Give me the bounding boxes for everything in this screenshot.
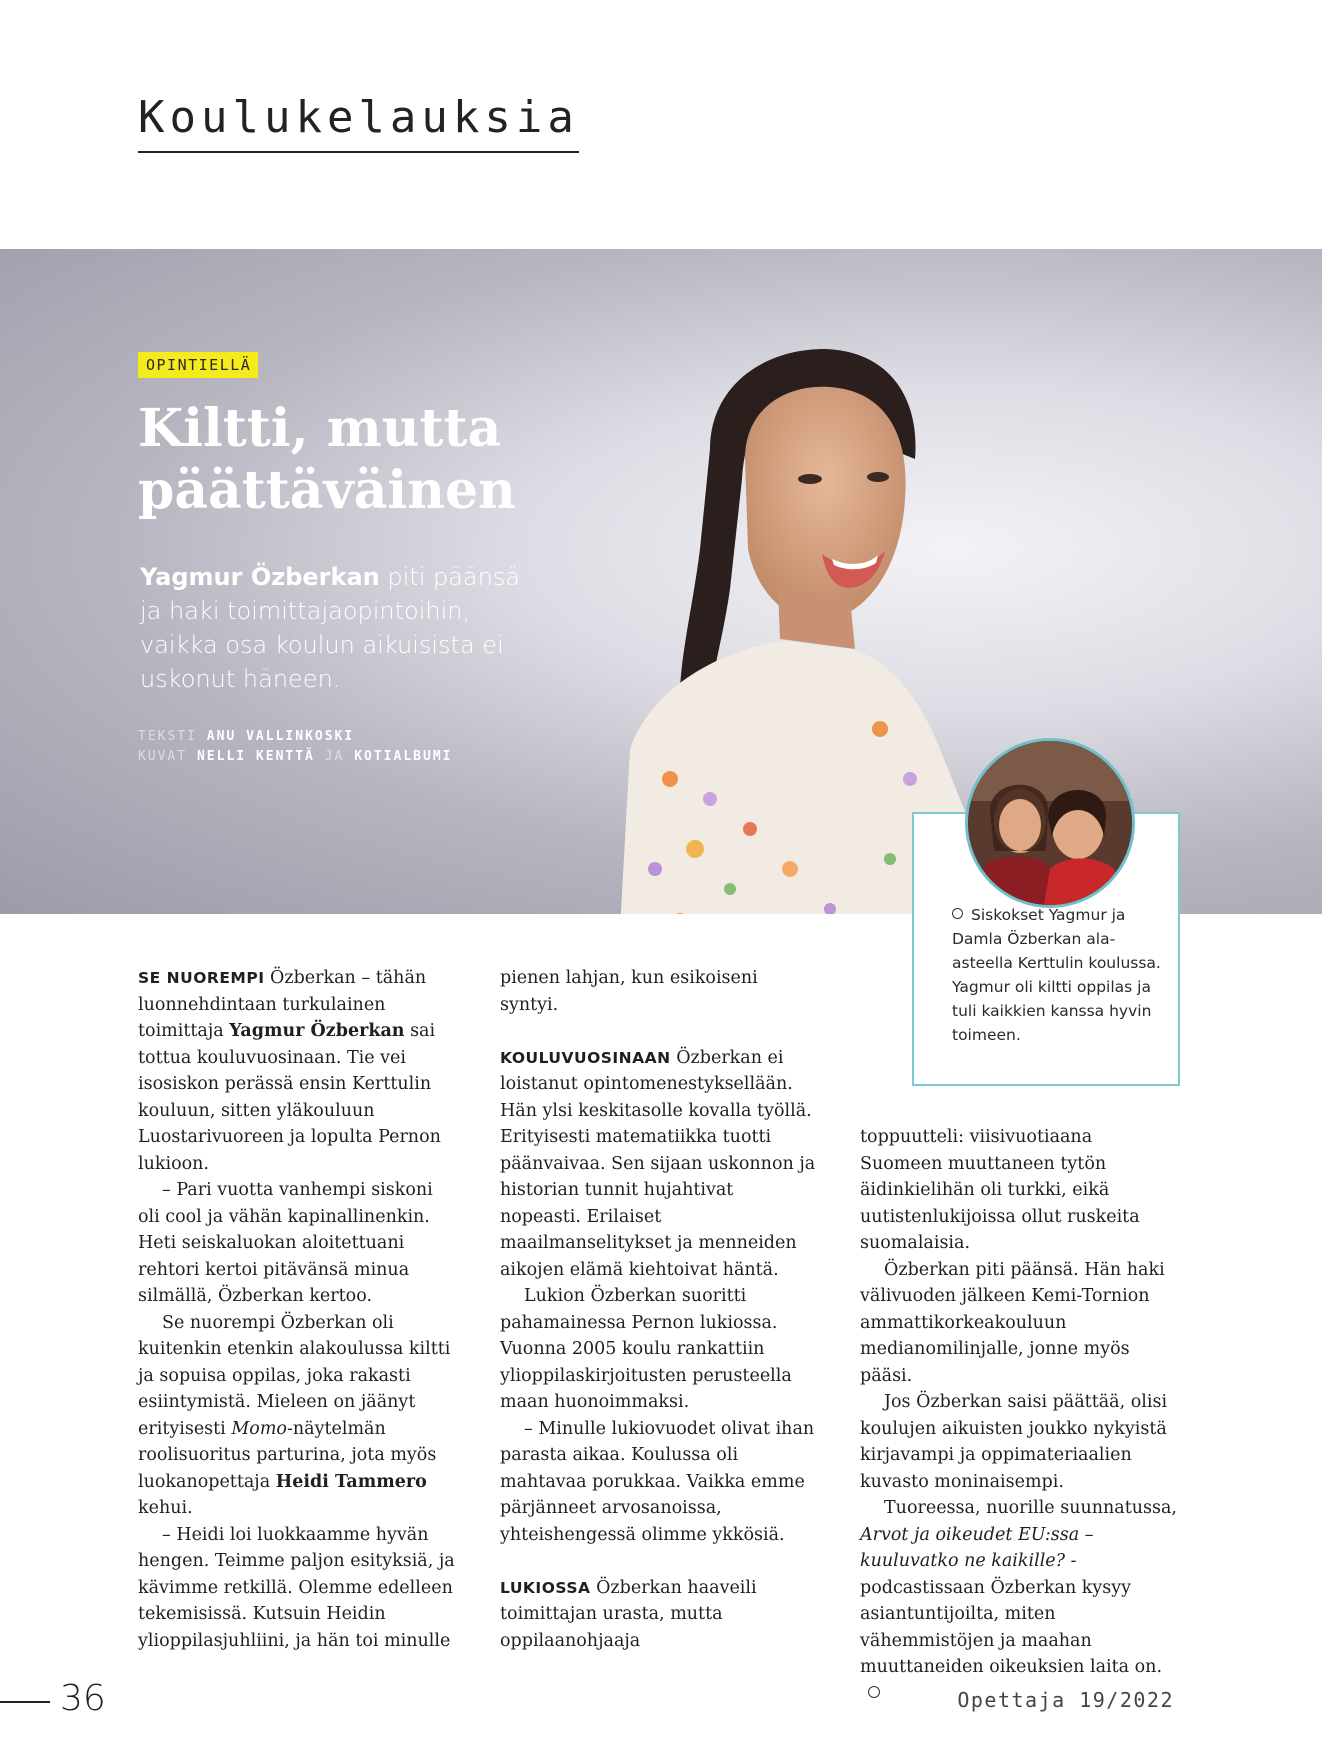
person-name: Heidi Tammero — [275, 1471, 427, 1492]
run-in-lead: KOULUVUOSINAAN — [500, 1048, 671, 1067]
page-number-rule — [0, 1701, 50, 1703]
paragraph: – Minulle lukiovuodet olivat ihan parasta aikaa. Koulussa oli mahtavaa porukkaa. Vaikka emme pärjänneet arvosanoissa, yhteishengessä olimme ykkösiä. — [500, 1418, 815, 1545]
section-title: Koulukelauksia — [138, 92, 579, 153]
paragraph: Lukion Özberkan suoritti pahamainessa Pernon lukiossa. Vuonna 2005 koulu rankattiin ylioppilaskirjoitusten perusteella maan huonoimmaksi. — [500, 1286, 792, 1412]
run-in-lead: LUKIOSSA — [500, 1578, 591, 1597]
article-headline — [138, 398, 558, 522]
end-mark-icon — [868, 1686, 880, 1698]
paragraph: Özberkan piti päänsä. Hän haki välivuoden jälkeen Kemi-Tornion ammattikorkeakouluun medianomilinjalle, jonne myös pääsi. — [860, 1259, 1165, 1386]
text-column-1 — [138, 965, 456, 1654]
run-in-lead: SE NUOREMPI — [138, 969, 265, 987]
category-badge: OPINTIELLÄ — [138, 352, 258, 378]
podcast-title: Arvot ja oikeudet EU:ssa – kuuluvatko ne kaikille? — [860, 1524, 1094, 1571]
paragraph: Se nuorempi Özberkan oli kuitenkin etenkin alakoulussa kiltti ja sopuisa oppilas, joka rakasti esiintymistä. Mieleen on jäänyt erityisesti Momo-näytelmän roolisuoritus parturina, jota myös luokanopettaja Heidi Tammero kehui. — [138, 1312, 451, 1518]
paragraph: SE NUOREMPI Özberkan – tähän luonnehdintaan turkulainen toimittaja Yagmur Özberkan sai tottua kouluvuosinaan. Tie vei isosiskon perässä ensin Kerttulin kouluun, sitten yläkouluun Luostarivuoreen ja lopulta Pernon lukioon. — [138, 968, 441, 1174]
caption-bullet-icon — [952, 908, 963, 919]
person-name: Yagmur Özberkan — [229, 1021, 405, 1041]
text-column-2 — [500, 965, 818, 1654]
inset-childhood-photo — [965, 738, 1135, 908]
lede-name: Yagmur Özberkan — [140, 563, 380, 591]
article-credits — [138, 727, 452, 767]
publication-footer: Opettaja 19/2022 — [957, 1688, 1174, 1712]
lede-text: piti päänsä ja haki toimittajaopintoihin, vaikka osa koulun aikuisista ei uskonut häneen. — [140, 563, 521, 693]
photo-caption — [952, 903, 1162, 1047]
play-title: Momo — [231, 1418, 287, 1439]
headline-line-2: päättäväinen — [138, 460, 516, 521]
credit-text: TEKSTI ANU VALLINKOSKI — [138, 729, 355, 744]
paragraph: – Pari vuotta vanhempi siskoni oli cool ja vähän kapinallinenkin. Heti seiskaluokan aloitettuani rehtori kertoi pitävänsä minua silmällä, Özberkan kertoo. — [138, 1180, 433, 1306]
headline-line-1: Kiltti, mutta — [138, 398, 502, 459]
paragraph: KOULUVUOSINAAN Özberkan ei loistanut opintomenestyksellään. Hän ylsi keskitasolle kovalla työllä. Erityisesti matematiikka tuotti päänvaivaa. Sen sijaan uskonnon ja historian tunnit hujahtivat nopeasti. Erilaiset maailmanselitykset ja menneiden aikojen elämä kiehtoivat häntä. — [500, 1047, 816, 1280]
paragraph: LUKIOSSA Özberkan haaveili toimittajan urasta, mutta oppilaanohjaaja — [500, 1577, 757, 1651]
paragraph: pienen lahjan, kun esikoiseni syntyi. — [500, 968, 758, 1015]
paragraph: Jos Özberkan saisi päättää, olisi koulujen aikuisten joukko nykyistä kirjavampi ja oppimateriaalien kuvasto moninaisempi. — [860, 1392, 1168, 1492]
paragraph: – Heidi loi luokkaamme hyvän hengen. Teimme paljon esityksiä, ja kävimme retkillä. Olemme edelleen tekemisissä. Kutsuin Heidin ylioppilasjuhliini, ja hän toi minulle — [138, 1524, 455, 1651]
credit-photos: KUVAT NELLI KENTTÄ JA KOTIALBUMI — [138, 749, 453, 764]
paragraph: Tuoreessa, nuorille suunnatussa, Arvot ja oikeudet EU:ssa – kuuluvatko ne kaikille? -podcastissaan Özberkan kysyy asiantuntijoilta, miten vähemmistöjen ja maahan muuttaneiden oikeuksien laita on. — [860, 1495, 1178, 1707]
page-number: 36 — [60, 1678, 106, 1719]
text-column-3 — [860, 1124, 1178, 1707]
paragraph: toppuutteli: viisivuotiaana Suomeen muuttaneen tytön äidinkielihän oli turkki, eikä uutistenlukijoissa ollut ruskeita suomalaisia. — [860, 1127, 1140, 1253]
article-lede — [140, 560, 540, 696]
caption-text: Siskokset Yagmur ja Damla Özberkan ala-asteella Kerttulin koulussa. Yagmur oli kiltti oppilas ja tuli kaikkien kanssa hyvin toimeen. — [952, 906, 1161, 1044]
